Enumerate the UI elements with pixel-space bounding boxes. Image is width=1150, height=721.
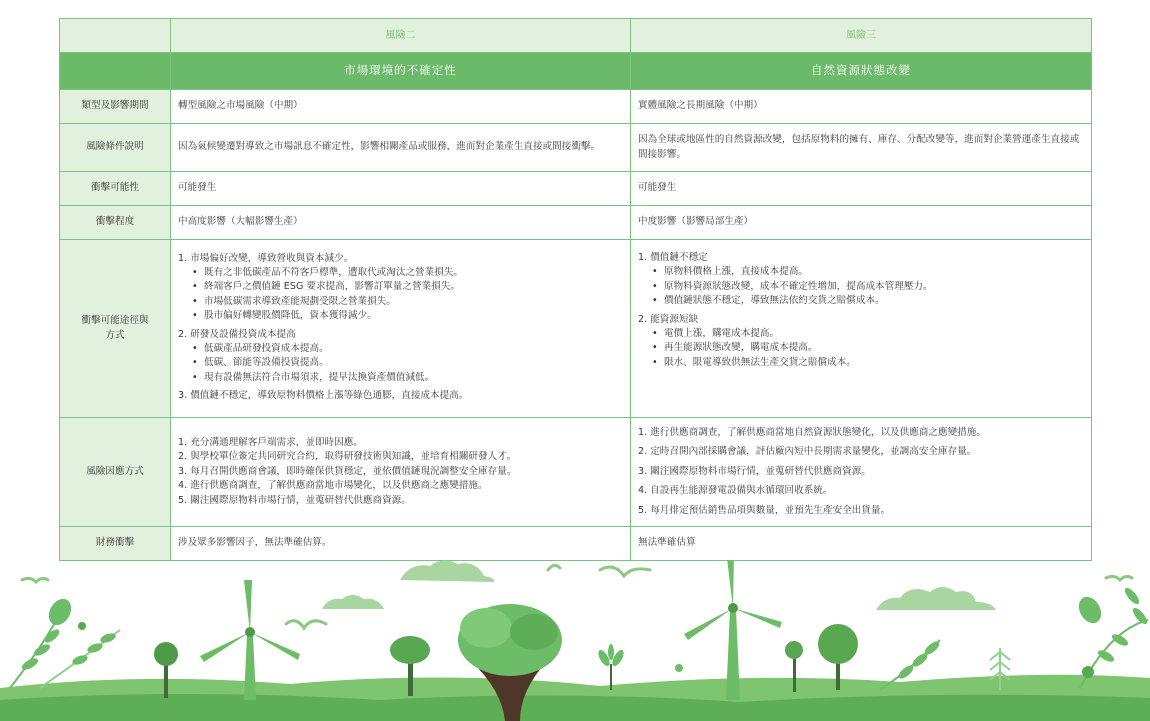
risk3-degree: 中度影響（影響局部生產） (631, 206, 1092, 240)
list-item: • 低碳產品研發投資成本提高。 (204, 342, 623, 356)
list-item: 1. 進行供應商調查，了解供應商當地自然資源狀態變化，以及供應商之應變措施。 (638, 427, 986, 439)
risk2-response (171, 418, 631, 527)
corner-cell (60, 53, 171, 90)
risk2-number: 風險二 (171, 19, 631, 53)
pathway-group (638, 251, 1084, 309)
list-item: 1. 充分溝通理解客戶端需求，並即時因應。 (178, 437, 363, 449)
flower-icon (675, 664, 683, 672)
pathway-list (178, 342, 623, 385)
pathway-label-line2: 方式 (105, 329, 125, 341)
response-label: 風險因應方式 (60, 418, 171, 527)
risk2-title: 市場環境的不確定性 (171, 53, 631, 90)
risk2-likelihood: 可能發生 (171, 172, 631, 206)
pathway-group (178, 389, 623, 403)
list-item: 3. 每月召開供應商會議，即時確保供貨穩定，並依價值鏈現況調整安全庫存量。 (178, 465, 517, 477)
risk2-type: 轉型風險之市場風險（中期） (171, 90, 631, 124)
pathway-group-title: 2. 能資源短缺 (638, 313, 699, 325)
risk2-financial: 涉及眾多影響因子，無法準確估算。 (171, 527, 631, 561)
pathway-group-title: 2. 研發及設備投資成本提高 (178, 328, 296, 340)
list-item: • 現有設備無法符合市場須求，提早汰換資產價值減低。 (204, 371, 623, 385)
risk2-degree: 中高度影響（大幅影響生產） (171, 206, 631, 240)
risk3-title: 自然資源狀態改變 (631, 53, 1092, 90)
list-item: • 既有之非低碳產品不符客戶標準，遭取代或淘汰之營業損失。 (204, 266, 623, 280)
list-item: 5. 關注國際原物料市場行情，並蒐研替代供應商資源。 (178, 494, 411, 506)
risk-table (59, 18, 1092, 561)
list-item: 2. 與學校單位簽定共同研究合約，取得研發技術與知識，並培育相關研發人才。 (178, 451, 517, 463)
risk3-number: 風險三 (631, 19, 1092, 53)
risk2-pathway (171, 240, 631, 418)
pathway-group-title: 1. 市場偏好改變，導致營收與資本減少。 (178, 252, 354, 264)
list-item: 5. 每月排定預估銷售品項與數量，並預先生產安全出貨量。 (638, 504, 891, 516)
pathway-label (60, 240, 171, 418)
list-item: • 低碳、節能等設備投資提高。 (204, 356, 623, 370)
pathway-group (178, 252, 623, 324)
likelihood-row (60, 172, 1092, 206)
risk-number-row (60, 19, 1092, 53)
list-item: 3. 關注國際原物料市場行情，並蒐研替代供應商資源。 (638, 465, 871, 477)
risk3-financial: 無法準確估算 (631, 527, 1092, 561)
list-item: • 股市偏好轉變股價降低，資本獲得減少。 (204, 309, 623, 323)
risk3-response (631, 418, 1092, 527)
pathway-label-line1: 衝擊可能途徑與 (81, 315, 149, 327)
list-item: • 終端客戶之價值鏈 ESG 要求提高，影響訂單量之營業損失。 (204, 280, 623, 294)
risk3-likelihood: 可能發生 (631, 172, 1092, 206)
pathway-row (60, 240, 1092, 418)
landscape-illustration (0, 560, 1150, 721)
type-row (60, 90, 1092, 124)
list-item: • 原物料價格上漲，直接成本提高。 (664, 265, 1084, 279)
pathway-list (638, 265, 1084, 308)
financial-row (60, 527, 1092, 561)
list-item: • 價值鏈狀態不穩定，導致無法依約交貨之賠償成本。 (664, 294, 1084, 308)
corner-cell (60, 19, 171, 53)
list-item: 2. 定時召開內部採購會議，評估廠內短中長期需求量變化，並調高安全庫存量。 (638, 446, 977, 458)
risk3-pathway (631, 240, 1092, 418)
financial-label: 財務衝擊 (60, 527, 171, 561)
pathway-group-title: 3. 價值鏈不穩定，導致原物料價格上漲等綠色通膨，直接成本提高。 (178, 390, 469, 402)
risk3-type: 實體風險之長期風險（中期） (631, 90, 1092, 124)
type-label: 類型及影響期間 (60, 90, 171, 124)
ground-front (0, 694, 1150, 721)
condition-row (60, 124, 1092, 172)
sprout-icon (596, 644, 626, 690)
leaf-branch-icon (10, 595, 120, 688)
pathway-list (638, 327, 1084, 370)
list-item: • 限水、限電導致供無法生產交貨之賠償成本。 (664, 356, 1084, 370)
degree-label: 衝擊程度 (60, 206, 171, 240)
pathway-group-title: 1. 價值鏈不穩定 (638, 252, 708, 263)
list-item: • 電價上漲，購電成本提高。 (664, 327, 1084, 341)
response-row (60, 418, 1092, 527)
list-item: 4. 進行供應商調查，了解供應商當地市場變化，以及供應商之應變措施。 (178, 480, 488, 492)
pathway-list (178, 266, 623, 324)
pathway-group (178, 328, 623, 386)
list-item: 4. 自設再生能源發電設備與水循環回收系統。 (638, 485, 833, 497)
list-item: • 再生能源狀態改變，購電成本提高。 (664, 341, 1084, 355)
pathway-group (638, 313, 1084, 371)
cloud-icon (322, 560, 996, 610)
list-item: • 市場低碳需求導致產能規劃受限之營業損失。 (204, 295, 623, 309)
risk2-condition: 因為氣候變遷對導致之市場訊息不確定性，影響相關產品或服務，進而對企業產生直接或間接衝擊。 (171, 124, 631, 172)
risk-title-row (60, 53, 1092, 90)
risk3-condition: 因為全球或地區性的自然資源改變，包括原物料的擁有、庫存、分配改變等，進而對企業營運產生直接或間接影響。 (631, 124, 1092, 172)
condition-label: 風險條件說明 (60, 124, 171, 172)
likelihood-label: 衝擊可能性 (60, 172, 171, 206)
degree-row (60, 206, 1092, 240)
list-item: • 原物料資源狀態改變，成本不確定性增加，提高成本管理壓力。 (664, 280, 1084, 294)
